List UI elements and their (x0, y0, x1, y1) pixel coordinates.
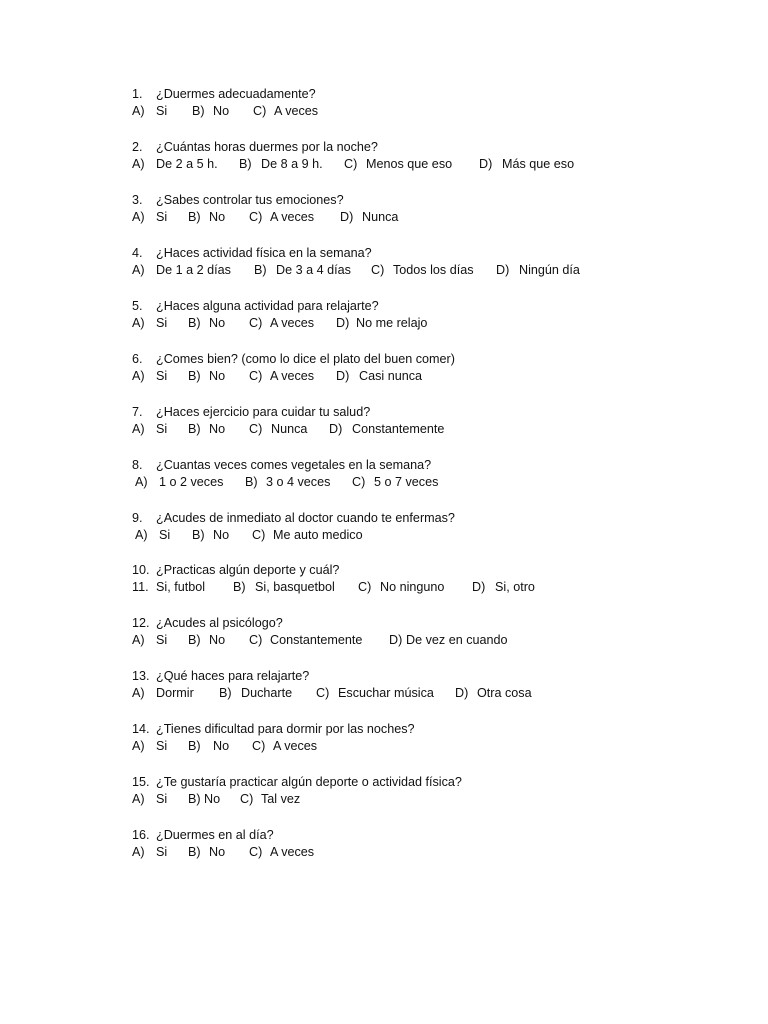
options-row (132, 844, 732, 861)
option-a[interactable]: 11. (132, 580, 149, 594)
option-b[interactable]: B) (188, 792, 201, 806)
option-b-text: No (213, 739, 230, 753)
question-text: ¿Haces ejercicio para cuidar tu salud? (156, 405, 371, 419)
question-number: 1. (132, 87, 143, 101)
options-row (132, 632, 732, 649)
option-a[interactable]: A) (132, 369, 145, 383)
option-b-text: No (213, 528, 230, 542)
option-d-text: Nunca (362, 210, 399, 224)
option-a-text: De 1 a 2 días (156, 263, 231, 277)
option-d-text: Otra cosa (477, 686, 532, 700)
question-number: 10. (132, 563, 150, 577)
question-5 (132, 298, 732, 332)
question-16 (132, 827, 732, 861)
option-d-text: Ningún día (519, 263, 580, 277)
options-row (132, 685, 732, 702)
question-text: ¿Te gustaría practicar algún deporte o actividad física? (156, 775, 462, 789)
question-4 (132, 245, 732, 279)
question-text: ¿Cuantas veces comes vegetales en la semana? (156, 458, 432, 472)
option-b-text: No (209, 210, 226, 224)
option-d[interactable]: D) (479, 157, 493, 171)
option-a-text: De 2 a 5 h. (156, 157, 218, 171)
option-c[interactable]: C) (249, 845, 263, 859)
option-c[interactable]: C) (252, 739, 266, 753)
question-10 (132, 562, 732, 596)
option-a[interactable]: A) (135, 475, 148, 489)
option-b[interactable]: B) (188, 422, 201, 436)
question-number: 12. (132, 616, 150, 630)
option-d-text: Constantemente (352, 422, 445, 436)
question-number: 7. (132, 405, 143, 419)
option-b-text: De 8 a 9 h. (261, 157, 323, 171)
option-letter: A) (132, 104, 145, 118)
option-c-text: Menos que eso (366, 157, 453, 171)
question-3 (132, 192, 732, 226)
option-d[interactable]: D) (496, 263, 510, 277)
option-d-text: Casi nunca (359, 369, 423, 383)
question-number: 14. (132, 722, 150, 736)
options-row (132, 368, 732, 385)
option-a[interactable]: A) (132, 633, 145, 647)
option-a-text: Si (156, 845, 168, 859)
option-d[interactable]: D) (336, 369, 350, 383)
option-a[interactable]: A) (132, 845, 145, 859)
option-b[interactable]: B) (233, 580, 246, 594)
option-c-text: Constantemente (270, 633, 363, 647)
option-a-text: Si (156, 633, 168, 647)
options-row (132, 738, 732, 755)
option-c-text: No ninguno (380, 580, 445, 594)
question-text: ¿Tienes dificultad para dormir por las noches? (156, 722, 415, 736)
option-a[interactable] (132, 103, 145, 120)
option-b[interactable]: B) (188, 739, 201, 753)
question-number: 13. (132, 669, 150, 683)
option-a-text: Si (156, 316, 168, 330)
question-number: 6. (132, 352, 143, 366)
option-b-text: No (209, 845, 226, 859)
option-c[interactable]: C) (352, 475, 366, 489)
question-number: 2. (132, 140, 143, 154)
option-d-text: De vez en cuando (406, 633, 508, 647)
option-b-text: No (213, 104, 230, 118)
option-b-text: No (209, 316, 226, 330)
option-c[interactable]: C) (249, 210, 263, 224)
question-text: ¿Duermes en al día? (156, 828, 274, 842)
option-a-text: Dormir (156, 686, 194, 700)
option-c-text: Tal vez (261, 792, 301, 806)
option-c[interactable]: C) (371, 263, 385, 277)
question-6 (132, 351, 732, 385)
option-a[interactable]: A) (132, 210, 145, 224)
option-a-text: Si (156, 792, 168, 806)
question-text: ¿Acudes al psicólogo? (156, 616, 283, 630)
option-b[interactable] (192, 103, 205, 120)
option-c[interactable]: C) (249, 422, 263, 436)
question-text: ¿Haces alguna actividad para relajarte? (156, 299, 379, 313)
option-c[interactable]: C) (249, 633, 263, 647)
option-b[interactable]: B) (188, 210, 201, 224)
option-d[interactable]: D) (455, 686, 469, 700)
option-c[interactable]: C) (240, 792, 254, 806)
options-row (132, 579, 732, 596)
option-b[interactable]: B) (219, 686, 232, 700)
option-b-text: Ducharte (241, 686, 293, 700)
option-d[interactable]: D) (389, 633, 403, 647)
question-number: 16. (132, 828, 150, 842)
option-d-text: No me relajo (356, 316, 428, 330)
question-text: ¿Duermes adecuadamente? (156, 87, 316, 101)
option-a-text: 1 o 2 veces (159, 475, 224, 489)
option-c-text: A veces (274, 104, 319, 118)
question-12 (132, 615, 732, 649)
options-row (132, 791, 732, 808)
option-a-text: Si (156, 422, 168, 436)
option-c[interactable]: C) (249, 316, 263, 330)
question-1 (132, 86, 732, 120)
question-number: 15. (132, 775, 150, 789)
option-a[interactable]: A) (132, 686, 145, 700)
option-b[interactable]: B) (188, 369, 201, 383)
question-number: 4. (132, 246, 143, 260)
option-a[interactable]: A) (132, 157, 145, 171)
option-d[interactable]: D) (340, 210, 354, 224)
option-a-text: Si (159, 528, 171, 542)
option-a[interactable]: A) (132, 792, 145, 806)
option-b[interactable]: B) (239, 157, 252, 171)
option-c-text: A veces (270, 210, 315, 224)
options-row (132, 421, 732, 438)
option-d[interactable]: D) (472, 580, 486, 594)
option-b-text: 3 o 4 veces (266, 475, 331, 489)
option-letter: C) (253, 104, 267, 118)
option-b[interactable]: B) (188, 845, 201, 859)
option-c[interactable]: C) (344, 157, 358, 171)
option-a-text: Si (156, 104, 168, 118)
option-c[interactable]: C) (358, 580, 372, 594)
option-b[interactable]: B) (188, 316, 201, 330)
option-b[interactable]: B) (245, 475, 258, 489)
option-b-text: No (204, 792, 221, 806)
option-letter: B) (192, 104, 205, 118)
question-15 (132, 774, 732, 808)
option-b-text: No (209, 422, 226, 436)
option-a[interactable]: A) (132, 263, 145, 277)
option-a[interactable]: A) (135, 528, 148, 542)
options-row (132, 262, 732, 279)
option-c-text: A veces (270, 845, 315, 859)
option-b-text: De 3 a 4 días (276, 263, 351, 277)
question-13 (132, 668, 732, 702)
option-d-text: Más que eso (502, 157, 575, 171)
option-c[interactable]: C) (249, 369, 263, 383)
option-a-text: Si, futbol (156, 580, 206, 594)
question-text: ¿Practicas algún deporte y cuál? (156, 563, 340, 577)
option-a-text: Si (156, 210, 168, 224)
option-b-text: Si, basquetbol (255, 580, 335, 594)
option-a[interactable]: A) (132, 422, 145, 436)
option-b[interactable]: B) (192, 528, 205, 542)
option-c[interactable]: C) (252, 528, 266, 542)
options-row (132, 103, 732, 120)
question-text: ¿Haces actividad física en la semana? (156, 246, 372, 260)
question-text: ¿Sabes controlar tus emociones? (156, 193, 344, 207)
question-number: 9. (132, 511, 143, 525)
option-b-text: No (209, 369, 226, 383)
options-row (132, 474, 732, 491)
question-number: 8. (132, 458, 143, 472)
option-a[interactable]: A) (132, 316, 145, 330)
option-c-text: 5 o 7 veces (374, 475, 439, 489)
options-row (132, 527, 732, 544)
question-2 (132, 139, 732, 173)
option-a-text: Si (156, 369, 168, 383)
option-c[interactable]: C) (316, 686, 330, 700)
option-b[interactable]: B) (188, 633, 201, 647)
option-c-text: Nunca (271, 422, 308, 436)
question-14 (132, 721, 732, 755)
option-c[interactable] (253, 103, 266, 120)
question-number: 3. (132, 193, 143, 207)
option-a[interactable]: A) (132, 739, 145, 753)
question-8 (132, 457, 732, 491)
options-row (132, 156, 732, 173)
option-c-text: A veces (270, 369, 315, 383)
question-number: 5. (132, 299, 143, 313)
question-text: ¿Cuántas horas duermes por la noche? (156, 140, 378, 154)
option-d-text: Si, otro (495, 580, 535, 594)
option-b-text: No (209, 633, 226, 647)
question-9 (132, 510, 732, 544)
option-d[interactable]: D) (329, 422, 343, 436)
question-text: ¿Acudes de inmediato al doctor cuando te enfermas? (156, 511, 455, 525)
question-text: ¿Comes bien? (como lo dice el plato del buen comer) (156, 352, 455, 366)
option-c-text: A veces (273, 739, 318, 753)
options-row (132, 209, 732, 226)
options-row (132, 315, 732, 332)
option-c-text: Escuchar música (338, 686, 434, 700)
option-c-text: Me auto medico (273, 528, 363, 542)
option-c-text: Todos los días (393, 263, 474, 277)
option-b[interactable]: B) (254, 263, 267, 277)
question-7 (132, 404, 732, 438)
option-d[interactable]: D) (336, 316, 350, 330)
option-c-text: A veces (270, 316, 315, 330)
option-a-text: Si (156, 739, 168, 753)
question-text: ¿Qué haces para relajarte? (156, 669, 310, 683)
